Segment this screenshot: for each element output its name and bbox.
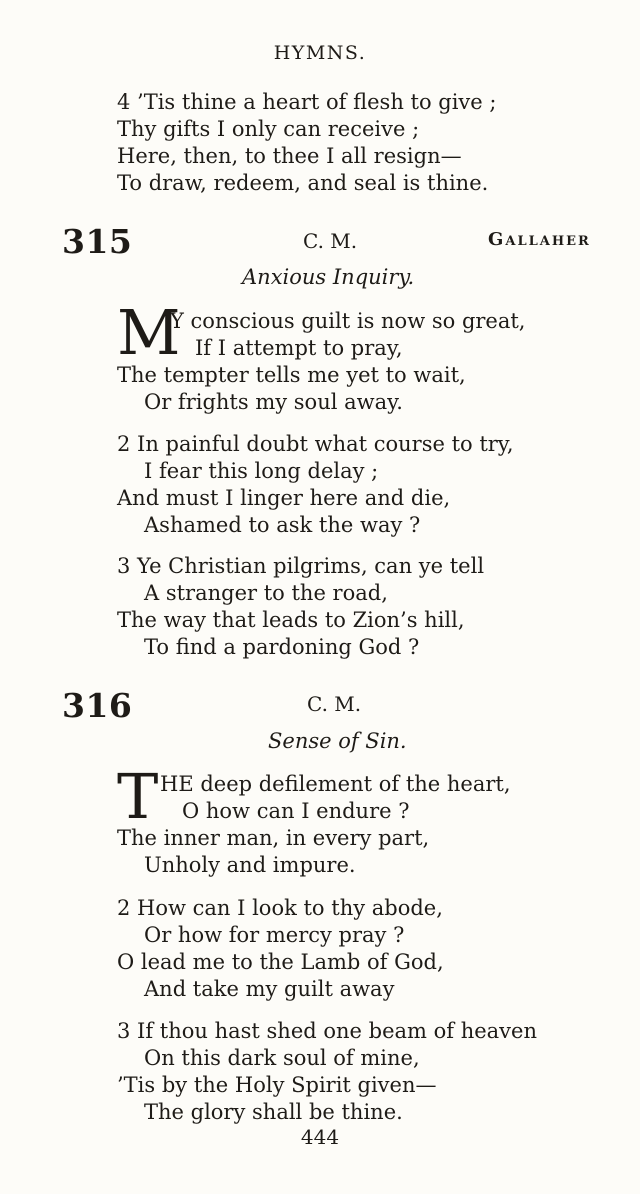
stanza-line: If I attempt to pray, — [195, 336, 403, 360]
stanza-line: Y conscious guilt is now so great, — [170, 309, 526, 333]
stanza-line: On this dark soul of mine, — [144, 1046, 420, 1070]
stanza-line: Unholy and impure. — [144, 853, 356, 877]
stanza-line: To find a pardoning God ? — [144, 635, 420, 659]
stanza-line: Here, then, to thee I all resign— — [117, 144, 462, 168]
stanza-line: Ashamed to ask the way ? — [144, 513, 421, 537]
hymn-subtitle: Sense of Sin. — [268, 729, 407, 753]
stanza-line: Thy gifts I only can receive ; — [117, 117, 420, 141]
stanza-line: The glory shall be thine. — [144, 1100, 403, 1124]
stanza-line: 2 How can I look to thy abode, — [117, 896, 443, 920]
hymn-number: 316 — [62, 686, 133, 725]
page-number: 444 — [300, 1125, 340, 1149]
hymn-meter: C. M. — [303, 229, 358, 253]
drop-cap: M — [117, 296, 181, 369]
running-header: HYMNS. — [273, 42, 367, 64]
stanza-line: The inner man, in every part, — [117, 826, 430, 850]
hymn-subtitle: Anxious Inquiry. — [242, 265, 415, 289]
stanza-line: 2 In painful doubt what course to try, — [117, 432, 514, 456]
tune-name: Gallaher — [488, 229, 591, 250]
stanza-line: O lead me to the Lamb of God, — [117, 950, 444, 974]
stanza-line: The way that leads to Zion’s hill, — [117, 608, 465, 632]
drop-cap: T — [117, 760, 159, 833]
stanza-line: I fear this long delay ; — [144, 459, 379, 483]
stanza-line: 4 ’Tis thine a heart of flesh to give ; — [117, 90, 497, 114]
stanza-line: Or how for mercy pray ? — [144, 923, 405, 947]
stanza-line: 3 If thou hast shed one beam of heaven — [117, 1019, 537, 1043]
stanza-line: O how can I endure ? — [182, 799, 410, 823]
stanza-line: And must I linger here and die, — [117, 486, 451, 510]
hymn-number: 315 — [62, 222, 133, 261]
stanza-line: To draw, redeem, and seal is thine. — [117, 171, 489, 195]
stanza-line: 3 Ye Christian pilgrims, can ye tell — [117, 554, 485, 578]
stanza-line: Or frights my soul away. — [144, 390, 403, 414]
stanza-line: ’Tis by the Holy Spirit given— — [117, 1073, 437, 1097]
hymn-meter: C. M. — [307, 692, 362, 716]
stanza-line: The tempter tells me yet to wait, — [117, 363, 466, 387]
stanza-line: A stranger to the road, — [144, 581, 388, 605]
stanza-line: HE deep defilement of the heart, — [160, 772, 511, 796]
stanza-line: And take my guilt away — [144, 977, 395, 1001]
